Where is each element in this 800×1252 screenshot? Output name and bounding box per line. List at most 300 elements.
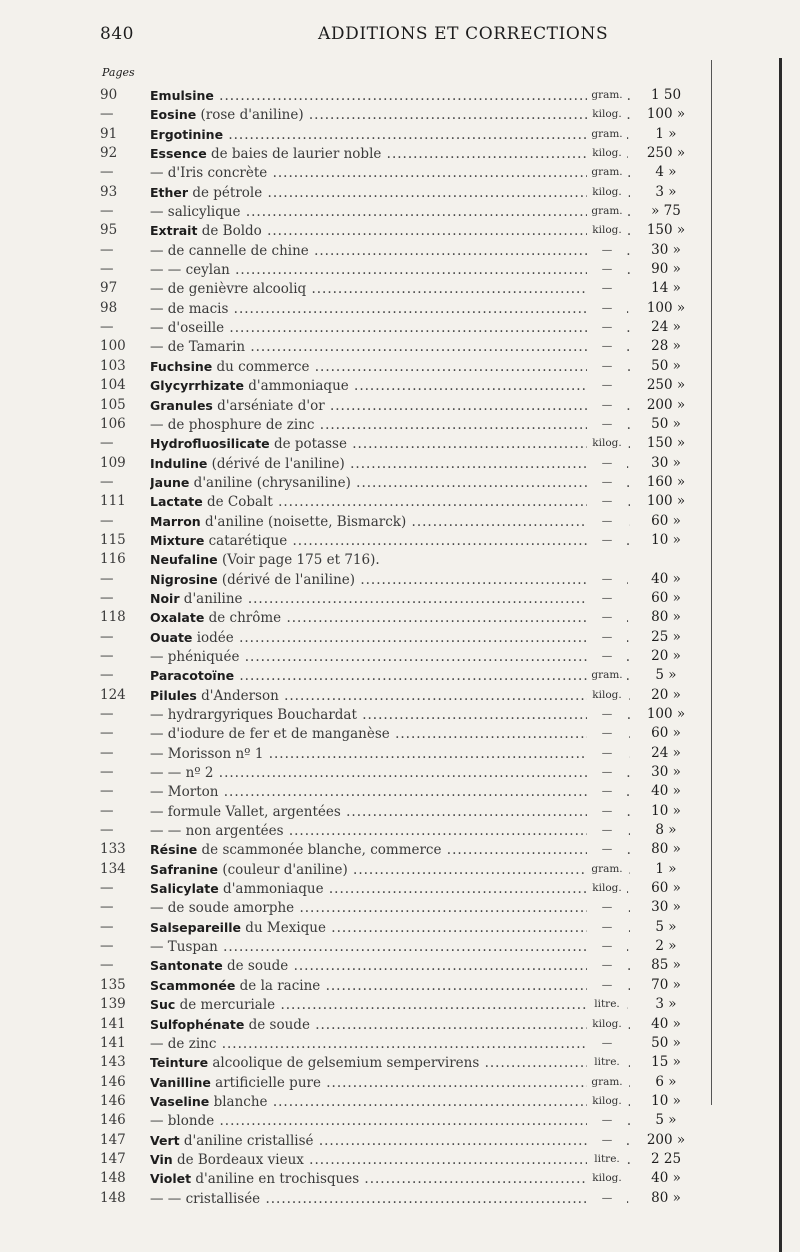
page-ref: 147 xyxy=(100,1131,126,1148)
table-row xyxy=(100,898,712,917)
page-ref: — xyxy=(100,473,114,490)
entry-description: d'ammoniaque xyxy=(248,378,349,395)
table-row xyxy=(100,1034,712,1053)
entry-unit: — xyxy=(587,918,627,937)
page-ref: 124 xyxy=(100,686,126,703)
table-row xyxy=(100,802,712,821)
entry-unit: — xyxy=(587,608,627,627)
page-ref: — xyxy=(100,918,114,935)
entry-name: Eosine xyxy=(150,107,197,123)
table-row xyxy=(100,163,712,182)
entry-unit: — xyxy=(587,1034,627,1053)
entry-unit: — xyxy=(587,299,627,318)
page-ref: — xyxy=(100,764,114,781)
entry-name: Pilules xyxy=(150,687,197,703)
entry-description: de soude xyxy=(248,1016,310,1033)
entry-price: 1 » xyxy=(630,860,702,879)
entry-description: — de zinc xyxy=(150,1035,217,1052)
entry-description: du commerce xyxy=(216,358,310,375)
entry-description: — formule Vallet, argentées xyxy=(150,803,341,820)
entry-unit: — xyxy=(587,357,627,376)
entry-unit: gram. xyxy=(587,163,627,182)
entry-price: 85 » xyxy=(630,956,702,975)
entry-description: (dérivé de l'aniline) xyxy=(211,455,345,472)
entry-description: — d'Iris concrète xyxy=(150,165,268,182)
entry-price: 3 » xyxy=(630,183,702,202)
entry-price: 60 » xyxy=(630,512,702,531)
entry-unit: — xyxy=(587,318,627,337)
entry-name: Ouate xyxy=(150,629,193,645)
page-ref: — xyxy=(100,706,114,722)
entry-price: 30 » xyxy=(630,763,702,782)
entry-price: 90 » xyxy=(630,260,702,279)
entry-name: Hydrofluosilicate xyxy=(150,436,270,452)
entry-unit: — xyxy=(587,976,627,995)
table-row xyxy=(100,956,712,975)
entry-name: Vert xyxy=(150,1132,180,1148)
entry-description: de Bordeaux vieux xyxy=(176,1151,304,1168)
table-row xyxy=(100,512,712,531)
entry-description: — — non argentées xyxy=(150,823,284,840)
entry-unit: — xyxy=(587,396,627,415)
page-ref: — xyxy=(100,938,114,955)
entry-price: 100 » xyxy=(630,105,702,124)
entry-unit: — xyxy=(587,454,627,473)
entry-description: de pétrole xyxy=(192,184,263,201)
table-row xyxy=(100,550,712,569)
entry-name: Nigrosine xyxy=(150,571,218,587)
entry-price: 50 » xyxy=(630,357,702,376)
page-ref: 111 xyxy=(100,493,126,510)
entry-description: blanche xyxy=(213,1093,268,1110)
entry-price: 2 » xyxy=(630,937,702,956)
table-row xyxy=(100,337,712,356)
entry-name: Fuchsine xyxy=(150,358,213,374)
page-ref: — xyxy=(100,261,114,278)
entry-description: de Boldo xyxy=(201,223,262,240)
entry-unit: gram. xyxy=(587,1073,627,1092)
entry-description: de potasse xyxy=(273,436,347,453)
entry-unit: gram. xyxy=(587,86,627,105)
table-row xyxy=(100,763,712,782)
entry-description: — hydrargyriques Bouchardat xyxy=(150,707,357,723)
entry-price: 3 » xyxy=(630,995,702,1014)
entry-description: — d'oseille xyxy=(150,320,225,337)
entry-description: — — cristallisée xyxy=(150,1190,261,1207)
entry-price: 10 » xyxy=(630,802,702,821)
entry-price: 160 » xyxy=(630,473,702,492)
entry-unit: — xyxy=(587,744,627,763)
entry-unit: — xyxy=(587,473,627,492)
entry-unit: kilog. xyxy=(587,1169,627,1188)
entry-price: 60 » xyxy=(630,879,702,898)
entry-price: 20 » xyxy=(630,686,702,705)
entry-price: 30 » xyxy=(630,898,702,917)
table-row xyxy=(100,937,712,956)
entry-unit: kilog. xyxy=(587,434,627,453)
entry-price: » 75 xyxy=(630,202,702,221)
page-ref: 141 xyxy=(100,1015,126,1032)
entry-price: 10 » xyxy=(630,1092,702,1111)
entry-price: 200 » xyxy=(630,396,702,415)
entry-unit: gram. xyxy=(587,125,627,144)
table-row xyxy=(100,1053,712,1072)
entry-name: Emulsine xyxy=(150,88,214,103)
page-number: 840 xyxy=(100,24,134,44)
entry-price: 14 » xyxy=(630,279,702,298)
entry-unit: — xyxy=(587,531,627,550)
entry-price: 5 » xyxy=(630,918,702,937)
entry-name: Résine xyxy=(150,842,198,858)
page-ref: 97 xyxy=(100,280,118,297)
entry-unit: kilog. xyxy=(587,183,627,202)
entry-name: Mixture xyxy=(150,532,205,548)
page-ref: — xyxy=(100,725,114,742)
table-row xyxy=(100,299,712,318)
page-ref: 148 xyxy=(100,1170,126,1187)
entry-price: 24 » xyxy=(630,744,702,763)
table-row xyxy=(100,376,712,395)
entry-price: 80 » xyxy=(630,840,702,859)
page-ref: — xyxy=(100,241,114,258)
table-row xyxy=(100,221,712,240)
entry-unit: — xyxy=(587,647,627,666)
table-row xyxy=(100,473,712,492)
page-ref: — xyxy=(100,570,114,587)
entry-description: iodée xyxy=(196,629,234,646)
entry-description: — de phosphure de zinc xyxy=(150,416,315,433)
table-row xyxy=(100,782,712,801)
entry-price: 40 » xyxy=(630,1015,702,1034)
entry-unit: kilog. xyxy=(587,1092,627,1111)
entry-description: — de macis xyxy=(150,300,229,317)
entry-price: 2 25 xyxy=(630,1150,702,1169)
entry-name: Marron xyxy=(150,513,201,529)
entry-unit: — xyxy=(587,570,627,589)
entry-description: d'arséniate d'or xyxy=(217,397,325,414)
table-row xyxy=(100,241,712,260)
entry-description: de scammonée blanche, commerce xyxy=(201,842,442,859)
page-ref: — xyxy=(100,106,114,123)
table-row xyxy=(100,1073,712,1092)
table-row xyxy=(100,318,712,337)
page-ref: 147 xyxy=(100,1150,126,1167)
table-row xyxy=(100,396,712,415)
entry-price: 250 » xyxy=(630,144,702,163)
entry-description: du Mexique xyxy=(245,919,326,936)
entry-price: 150 » xyxy=(630,221,702,240)
page-ref: — xyxy=(100,435,114,452)
entry-description: d'aniline cristallisé xyxy=(183,1132,314,1149)
table-row xyxy=(100,1092,712,1111)
entry-unit: — xyxy=(587,628,627,647)
entry-unit: — xyxy=(587,1189,627,1208)
page-ref: — xyxy=(100,783,114,800)
table-row xyxy=(100,183,712,202)
entry-description: de chrôme xyxy=(208,610,282,627)
entry-name: Lactate xyxy=(150,494,203,510)
entry-name: Vaseline xyxy=(150,1093,210,1109)
entry-name: Salsepareille xyxy=(150,919,241,935)
entry-description: — Tuspan xyxy=(150,939,218,956)
entry-description: artificielle pure xyxy=(215,1074,321,1091)
entry-name: Violet xyxy=(150,1171,192,1187)
table-row xyxy=(100,570,712,589)
entry-name: Essence xyxy=(150,146,207,162)
table-row xyxy=(100,415,712,434)
entry-price: 15 » xyxy=(630,1053,702,1072)
entry-name: Extrait xyxy=(150,223,198,239)
entry-unit: — xyxy=(587,260,627,279)
entry-price: 50 » xyxy=(630,415,702,434)
table-row xyxy=(100,976,712,995)
entry-price: 150 » xyxy=(630,434,702,453)
page-ref: 146 xyxy=(100,1112,126,1129)
page-ref: — xyxy=(100,667,114,684)
table-row xyxy=(100,1150,712,1169)
entry-description: — de Tamarin xyxy=(150,339,246,356)
entry-description: d'aniline (noisette, Bismarck) xyxy=(205,513,407,530)
entry-unit: kilog. xyxy=(587,221,627,240)
page-ref: — xyxy=(100,899,114,916)
entry-description: (rose d'aniline) xyxy=(200,107,304,124)
entry-unit: — xyxy=(587,898,627,917)
entry-price: 250 » xyxy=(630,376,702,395)
entry-unit: — xyxy=(587,802,627,821)
pages-column-label: Pages xyxy=(102,66,135,79)
entry-description: — blonde xyxy=(150,1113,215,1130)
entry-unit: litre. xyxy=(587,1150,627,1169)
page-ref: 106 xyxy=(100,415,126,432)
entry-unit: — xyxy=(587,956,627,975)
table-row xyxy=(100,840,712,859)
entry-price: 50 » xyxy=(630,1034,702,1053)
table-row xyxy=(100,724,712,743)
page-ref: — xyxy=(100,589,114,606)
entry-price: 100 » xyxy=(630,299,702,318)
table-row xyxy=(100,86,712,105)
entry-description: d'aniline (chrysaniline) xyxy=(193,474,351,491)
entry-price: 40 » xyxy=(630,570,702,589)
page-ref: 115 xyxy=(100,531,126,548)
entry-description: de Cobalt xyxy=(206,494,273,511)
entry-unit: gram. xyxy=(587,860,627,879)
table-row xyxy=(100,531,712,550)
table-row xyxy=(100,879,712,898)
entry-name: Paracotoïne xyxy=(150,668,235,684)
entry-price: 200 » xyxy=(630,1131,702,1150)
page-ref: 104 xyxy=(100,377,126,394)
entry-name: Safranine xyxy=(150,861,219,877)
entry-price: 30 » xyxy=(630,454,702,473)
page-ref: — xyxy=(100,957,114,974)
entry-name: Ether xyxy=(150,184,189,200)
entry-price: 30 » xyxy=(630,241,702,260)
table-row xyxy=(100,608,712,627)
entry-unit: — xyxy=(587,1131,627,1150)
page-ref: 133 xyxy=(100,841,126,858)
entry-unit: kilog. xyxy=(587,686,627,705)
entry-name: Sulfophénate xyxy=(150,1016,245,1032)
table-row xyxy=(100,1169,712,1188)
page-ref: 93 xyxy=(100,183,118,200)
table-row xyxy=(100,434,712,453)
entry-name: Teinture xyxy=(150,1055,209,1071)
table-row xyxy=(100,666,712,685)
entry-price: 28 » xyxy=(630,337,702,356)
entry-price: 4 » xyxy=(630,163,702,182)
entry-unit: kilog. xyxy=(587,144,627,163)
entry-description: de la racine xyxy=(239,977,321,994)
entry-unit: kilog. xyxy=(587,879,627,898)
entry-description: — d'iodure de fer et de manganèse xyxy=(150,726,390,743)
table-row xyxy=(100,202,712,221)
page-edge-rule xyxy=(779,58,782,1252)
page-ref: 98 xyxy=(100,299,118,316)
entry-unit: — xyxy=(587,821,627,840)
page-ref: — xyxy=(100,822,114,839)
entry-description: — salicylique xyxy=(150,204,241,221)
table-row xyxy=(100,918,712,937)
table-row xyxy=(100,492,712,511)
entry-description: (Voir page 175 et 716). xyxy=(221,552,380,569)
entry-name: Suc xyxy=(150,997,176,1013)
entry-description: — phéniquée xyxy=(150,648,240,665)
entry-price: 70 » xyxy=(630,976,702,995)
page-ref: — xyxy=(100,802,114,819)
entry-unit: — xyxy=(587,705,627,724)
page-ref: — xyxy=(100,319,114,336)
entry-unit: — xyxy=(587,415,627,434)
page-ref: 143 xyxy=(100,1054,126,1071)
entry-unit: — xyxy=(587,763,627,782)
page-ref: — xyxy=(100,628,114,645)
page-ref: 134 xyxy=(100,860,126,877)
entry-description: — — nº 2 xyxy=(150,765,214,782)
running-head: ADDITIONS ET CORRECTIONS xyxy=(318,24,609,44)
entry-unit: kilog. xyxy=(587,1015,627,1034)
table-row xyxy=(100,454,712,473)
entry-price: 100 » xyxy=(630,492,702,511)
page-ref: — xyxy=(100,880,114,897)
entry-description: — Morton xyxy=(150,784,219,801)
entry-price: 10 » xyxy=(630,531,702,550)
entry-description: — de cannelle de chine xyxy=(150,242,309,259)
table-row xyxy=(100,995,712,1014)
entry-description: d'ammoniaque xyxy=(223,881,324,898)
entry-unit: — xyxy=(587,492,627,511)
table-row xyxy=(100,105,712,124)
table-row xyxy=(100,1111,712,1130)
table-row xyxy=(100,260,712,279)
entry-unit: — xyxy=(587,337,627,356)
price-list xyxy=(100,86,712,1208)
page-ref: — xyxy=(100,744,114,761)
page-ref: 92 xyxy=(100,145,118,162)
entry-description: d'aniline xyxy=(183,590,243,607)
page-ref: — xyxy=(100,203,114,220)
table-row xyxy=(100,705,712,724)
entry-description: de mercuriale xyxy=(179,997,276,1014)
page-ref: 100 xyxy=(100,338,126,355)
page-ref: — xyxy=(100,647,114,664)
page-ref: — xyxy=(100,164,114,181)
entry-name: Granules xyxy=(150,397,213,413)
entry-description: — Morisson nº 1 xyxy=(150,745,264,762)
entry-unit: gram. xyxy=(587,666,627,685)
table-row xyxy=(100,744,712,763)
entry-description: d'Anderson xyxy=(201,687,279,704)
table-row xyxy=(100,357,712,376)
entry-unit: — xyxy=(587,724,627,743)
table-row xyxy=(100,860,712,879)
entry-unit: — xyxy=(587,512,627,531)
entry-unit: — xyxy=(587,782,627,801)
entry-unit: — xyxy=(587,279,627,298)
table-row xyxy=(100,1131,712,1150)
page-ref: 141 xyxy=(100,1034,126,1051)
entry-price: 80 » xyxy=(630,608,702,627)
entry-name: Scammonée xyxy=(150,977,236,993)
entry-price: 24 » xyxy=(630,318,702,337)
entry-description: (dérivé de l'aniline) xyxy=(221,571,356,588)
entry-unit: — xyxy=(587,376,627,395)
table-row xyxy=(100,125,712,144)
entry-price: 1 50 xyxy=(630,86,702,105)
entry-name: Neufaline xyxy=(150,552,218,568)
entry-name: Glycyrrhizate xyxy=(150,378,244,394)
entry-price: 8 » xyxy=(630,821,702,840)
entry-unit: litre. xyxy=(587,1053,627,1072)
entry-price: 6 » xyxy=(630,1073,702,1092)
table-row xyxy=(100,279,712,298)
table-row xyxy=(100,628,712,647)
entry-unit: — xyxy=(587,937,627,956)
page-ref: 109 xyxy=(100,454,126,471)
entry-price: 5 » xyxy=(630,666,702,685)
entry-price: 40 » xyxy=(630,1169,702,1188)
page-ref: 148 xyxy=(100,1189,126,1206)
entry-unit: — xyxy=(587,589,627,608)
entry-text xyxy=(150,550,687,570)
table-row xyxy=(100,821,712,840)
page-ref: 146 xyxy=(100,1092,126,1109)
page-ref: 118 xyxy=(100,609,126,626)
entry-description: — — ceylan xyxy=(150,262,230,279)
entry-price: 80 » xyxy=(630,1189,702,1208)
entry-price: 100 » xyxy=(630,705,702,724)
entry-description: — de soude amorphe xyxy=(150,900,295,917)
entry-name: Induline xyxy=(150,455,208,471)
entry-name: Jaune xyxy=(150,474,190,490)
table-row xyxy=(100,686,712,705)
entry-price: 1 » xyxy=(630,125,702,144)
table-row xyxy=(100,647,712,666)
entry-price: 5 » xyxy=(630,1111,702,1130)
table-row xyxy=(100,1189,712,1208)
entry-name: Ergotinine xyxy=(150,126,224,142)
table-row xyxy=(100,144,712,163)
entry-unit: kilog. xyxy=(587,105,627,124)
entry-description: de soude xyxy=(226,958,289,975)
page-ref: — xyxy=(100,512,114,529)
page-ref: 135 xyxy=(100,976,126,993)
table-row xyxy=(100,1015,712,1034)
page-ref: 139 xyxy=(100,996,126,1013)
entry-price: 60 » xyxy=(630,589,702,608)
page-ref: 91 xyxy=(100,125,118,142)
entry-unit: — xyxy=(587,840,627,859)
